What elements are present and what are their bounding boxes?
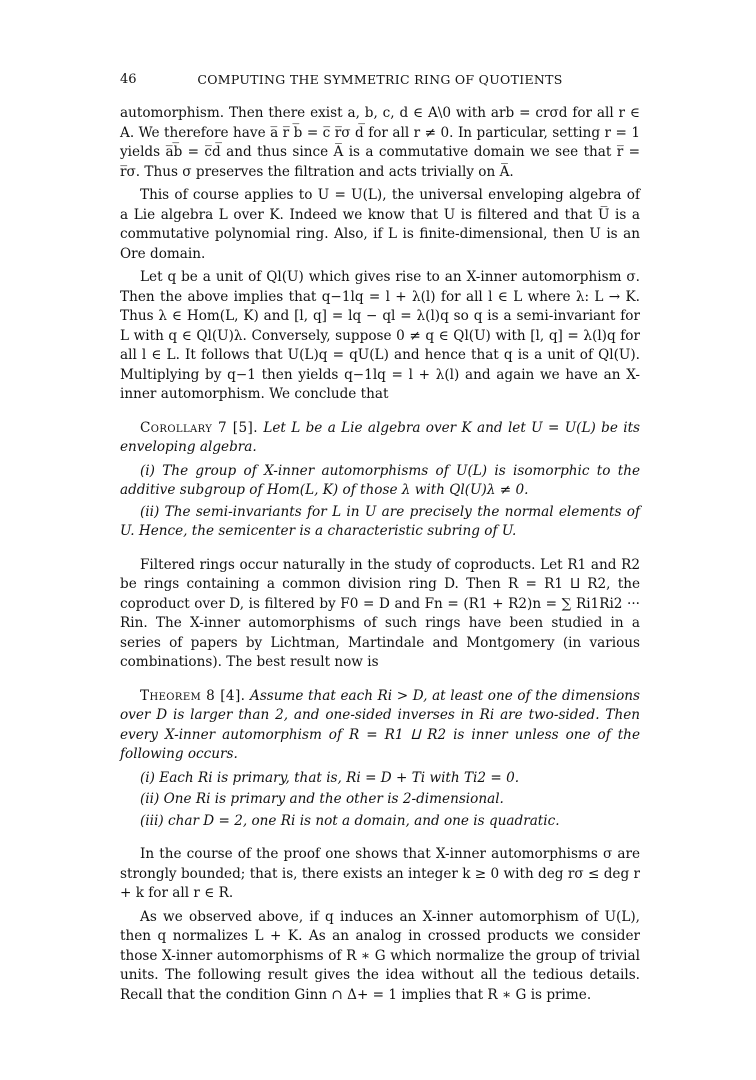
corollary-label: Corollary 7 [5]. [140,419,258,436]
corollary-item-ii: (ii) The semi-invariants for L in U are precisely the normal elements of U. Hence, the semicenter is a characteristic subring of U. [120,503,640,539]
corollary-7 [120,419,640,542]
corollary-item-i: (i) The group of X-inner automorphisms of U(L) is isomorphic to the additive subgroup of Hom(L, K) of those λ with Ql(U)λ ≠ 0. [120,462,640,498]
paragraph-coproducts: Filtered rings occur naturally in the study of coproducts. Let R1 and R2 be rings containing a common division ring D. Then R = R1 ⨿ R2, the coproduct over D, is filtered by F0 = D and Fn = (R1 + R2)n = ∑ Ri1Ri2 ··· Rin. The X-inner automorphisms of such rings have been studied in a series of papers by Lichtman, Martindale and Montgomery (in various combinations). The best result now is [120,556,640,670]
theorem-statement: Assume that each Ri > D, at least one of the dimensions over D is larger than 2, and one-sided inverses in Ri are two-sided. Then every X-inner automorphism of R = R1 ⨿ R2 is inner unless one of the following occurs. [120,687,641,762]
theorem-label: Theorem 8 [4]. [140,687,246,704]
page-header [120,72,640,94]
theorem-item-iii: (iii) char D = 2, one Ri is not a domain, and one is quadratic. [140,812,560,829]
page-body [120,104,640,1009]
paragraph-unit-q: Let q be a unit of Ql(U) which gives rise to an X-inner automorphism σ. Then the above implies that q−1lq = l + λ(l) for all l ∈ L where λ: L → K. Thus λ ∈ Hom(L, K) and [l, q] = lq − ql = λ(l)q so q is a semi-invariant for L with q ∈ Ql(U)λ. Conversely, suppose 0 ≠ q ∈ Ql(U) with [l, q] = λ(l)q for all l ∈ L. It follows that U(L)q = qU(L) and hence that q is a unit of Ql(U). Multiplying by q−1 then yields q−1lq = l + λ(l) and again we have an X-inner automorphism. We conclude that [120,269,640,402]
paragraph-strongly-bounded: In the course of the proof one shows that X-inner automorphisms σ are strongly bounded; that is, there exists an integer k ≥ 0 with deg rσ ≤ deg r + k for all r ∈ R. [120,846,640,901]
theorem-item-ii: (ii) One Ri is primary and the other is 2-dimensional. [140,791,504,807]
paragraph-crossed-products: As we observed above, if q induces an X-inner automorphism of U(L), then q normalizes L + K. As an analog in crossed products we consider those X-inner automorphisms of R ∗ G which normalize the group of trivial units. The following result gives the idea without all the tedious details. Recall that the condition Ginn ∩ Δ+ = 1 implies that R ∗ G is prime. [120,908,640,1003]
page-number: 46 [120,72,137,87]
paragraph-enveloping-algebra: This of course applies to U = U(L), the universal enveloping algebra of a Lie algebra L over K. Indeed we know that U is filtered and that U̅ is a commutative polynomial ring. Also, if L is finite-dimensional, then U is an Ore domain. [120,187,640,262]
theorem-8 [120,687,640,832]
paragraph-continuation: automorphism. Then there exist a, b, c, d ∈ A\0 with arb = crσd for all r ∈ A. We therefore have a̅ r̅ b̅ = c̅ r̅σ d̅ for all r ≠ 0. In particular, setting r = 1 yields a̅b̅ = c̅d̅ and thus since A̅ is a commutative domain we see that r̅ = r̅σ. Thus σ preserves the filtration and acts trivially on A̅. [120,105,640,180]
running-title: COMPUTING THE SYMMETRIC RING OF QUOTIENTS [197,72,563,87]
corollary-statement: Let L be a Lie algebra over K and let U = U(L) be its enveloping algebra. [120,419,641,455]
theorem-item-i: (i) Each Ri is primary, that is, Ri = D + Ti with Ti2 = 0. [140,769,520,786]
